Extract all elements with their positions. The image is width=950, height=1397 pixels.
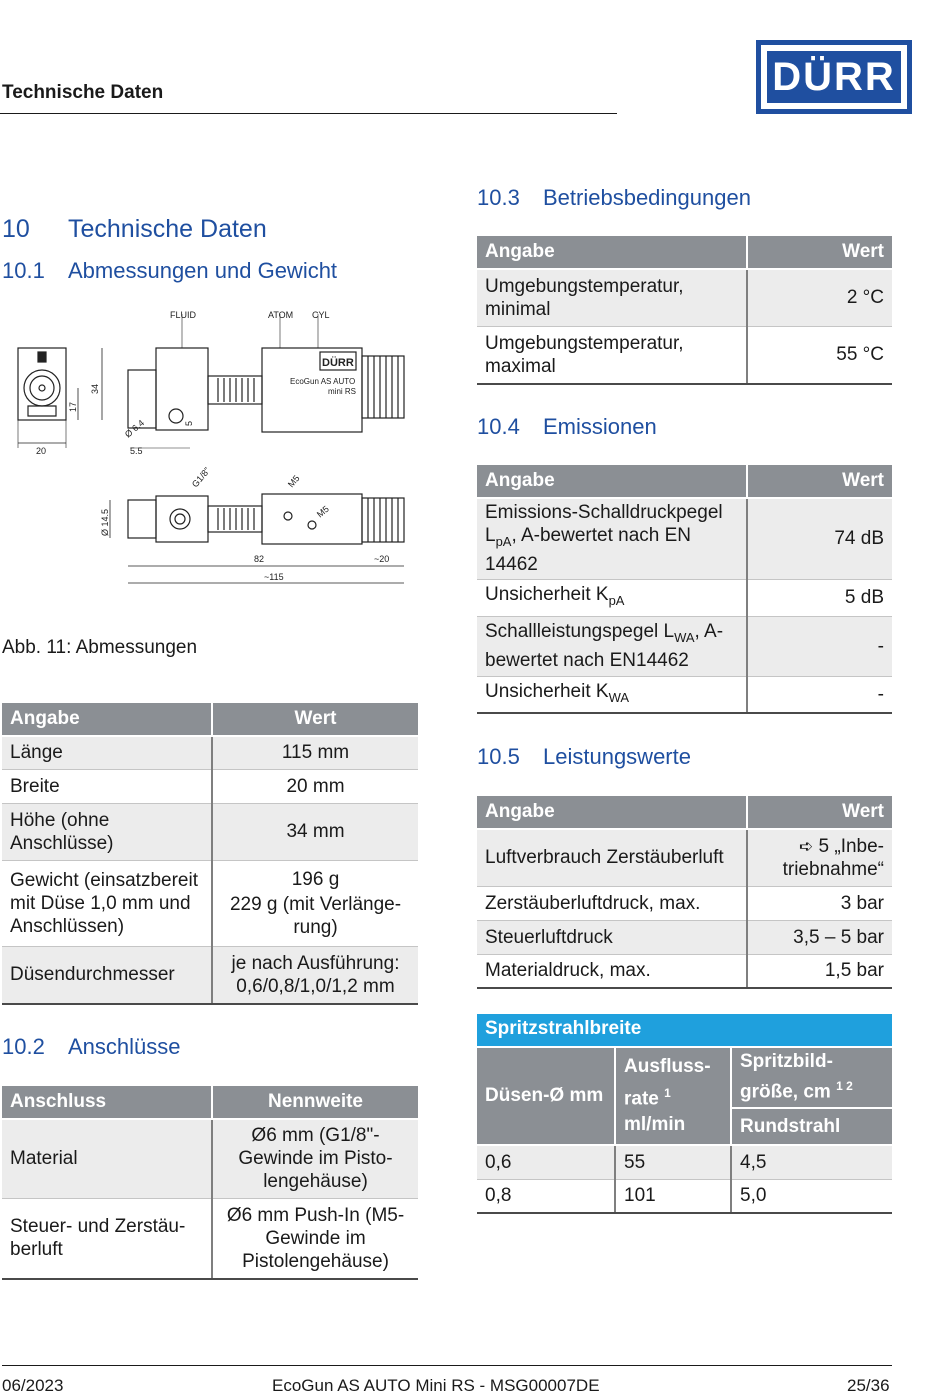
label-m5b: M5 <box>314 503 331 520</box>
col-header-anschluss: Anschluss <box>2 1086 212 1119</box>
col-header-angabe: Angabe <box>477 236 747 269</box>
label-d20: 20 <box>36 446 47 456</box>
table-row: Umgebungstemperatur, maximal 55 °C <box>477 326 892 384</box>
table-row: Unsicherheit $K_{WA}$ - <box>477 676 892 713</box>
table-row: 0,6 55 4,5 <box>477 1145 892 1179</box>
col-header-rundstrahl: Rundstrahl <box>731 1108 892 1145</box>
dimension-drawing <box>10 308 420 603</box>
label-g18: G1/8" <box>189 465 213 490</box>
duerr-logo <box>756 40 912 114</box>
table-row: Unsicherheit $K_{pA}$ 5 dB <box>477 579 892 616</box>
label-m5a: M5 <box>285 473 302 490</box>
label-d5-5: 5.5 <box>130 446 143 456</box>
page-header-title: Technische Daten <box>2 82 164 103</box>
col-header-angabe: Angabe <box>477 796 747 829</box>
section-10-heading: 10 Technische Daten <box>2 215 267 243</box>
label-d34: 34 <box>90 383 100 394</box>
col-header-wert: Wert <box>747 236 892 269</box>
label-cyl: CYL <box>312 310 330 320</box>
emissions-table <box>477 465 892 714</box>
section-10-1-heading: 10.1 Abmessungen und Gewicht <box>2 258 338 283</box>
table-row: Höhe (ohne Anschlüsse) 34 mm <box>2 803 418 860</box>
table-row: Material Ø6 mm (G1/8"-Gewinde im Pistolengehäuse) <box>2 1119 418 1198</box>
table-row: Steuer- und Zerstäuberluft Ø6 mm Push-In (M5-Gewinde im Pistolengehäuse) <box>2 1198 418 1279</box>
section-10-3-heading: 10.3 Betriebsbedingungen <box>477 185 751 210</box>
label-d14-5: Ø 14.5 <box>100 508 110 536</box>
footer-date: 06/2023 <box>2 1376 64 1395</box>
footer-document: EcoGun AS AUTO Mini RS - MSG00007DE <box>272 1376 600 1395</box>
reference-arrow-icon: ➪ <box>798 836 814 856</box>
header-rule <box>0 113 617 114</box>
figure-caption: Abb. 11: Abmessungen <box>2 637 198 658</box>
label-fluid: FLUID <box>170 310 197 320</box>
spray-width-title: Spritzstrahlbreite <box>477 1014 892 1046</box>
label-d17: 17 <box>68 401 78 412</box>
label-model-1: EcoGun AS AUTO <box>290 377 356 386</box>
dimensions-table <box>2 703 418 1005</box>
table-row: Länge 115 mm <box>2 736 418 769</box>
table-row: Emissions-Schalldruckpegel $L_{pA}$, A-bewertet nach EN 14462 74 dB <box>477 498 892 579</box>
label-d6-4: Ø 6.4 <box>122 417 147 440</box>
label-model-2: mini RS <box>328 387 357 396</box>
section-10-2-heading: 10.2 Anschlüsse <box>2 1034 181 1059</box>
footer-page: 25/36 <box>847 1376 890 1395</box>
col-header-wert: Wert <box>747 796 892 829</box>
performance-table <box>477 796 892 989</box>
table-row: Steuerluftdruck 3,5 – 5 bar <box>477 920 892 954</box>
col-header-duesen: Düsen-Ø mm <box>477 1048 615 1145</box>
label-brand: DÜRR <box>322 357 354 369</box>
table-row: Schallleistungspegel $L_{WA}$, A-bewertet nach EN14462 - <box>477 616 892 676</box>
label-d82: 82 <box>254 554 265 564</box>
section-10-5-heading: 10.5 Leistungswerte <box>477 744 691 769</box>
connections-table <box>2 1086 418 1280</box>
col-header-angabe: Angabe <box>477 465 747 498</box>
table-row: Gewicht (einsatzbereit mit Düse 1,0 mm und Anschlüssen) 196 g 229 g (mit Verlängerung) <box>2 860 418 946</box>
operating-conditions-table <box>477 236 892 385</box>
table-row: Düsendurchmesser je nach Ausführung: 0,6/0,8/1,0/1,2 mm <box>2 946 418 1004</box>
table-row: Breite 20 mm <box>2 769 418 803</box>
col-header-wert: Wert <box>212 703 418 736</box>
spray-width-table <box>477 1048 892 1214</box>
table-row: Zerstäuberluftdruck, max. 3 bar <box>477 886 892 920</box>
table-row: Umgebungstemperatur, minimal 2 °C <box>477 269 892 326</box>
table-row: Luftverbrauch Zerstäuberluft ➪ 5 „Inbetriebnahme“ <box>477 829 892 886</box>
col-header-angabe: Angabe <box>2 703 212 736</box>
logo-text: DÜRR <box>772 55 896 99</box>
table-row: 0,8 101 5,0 <box>477 1179 892 1213</box>
col-header-nennweite: Nennweite <box>212 1086 418 1119</box>
label-d115: ~115 <box>264 572 284 582</box>
label-d5: 5 <box>184 420 194 426</box>
col-header-ausflussrate: Ausflussrate $^1$ ml/min <box>615 1048 731 1145</box>
label-atom: ATOM <box>268 310 294 320</box>
col-header-spritzbild: Spritzbildgröße, cm $^{1 2}$ <box>731 1048 892 1108</box>
col-header-wert: Wert <box>747 465 892 498</box>
footer-rule <box>2 1365 892 1366</box>
section-10-4-heading: 10.4 Emissionen <box>477 414 657 439</box>
table-row: Materialdruck, max. 1,5 bar <box>477 954 892 988</box>
label-d20b: ~20 <box>374 554 390 564</box>
